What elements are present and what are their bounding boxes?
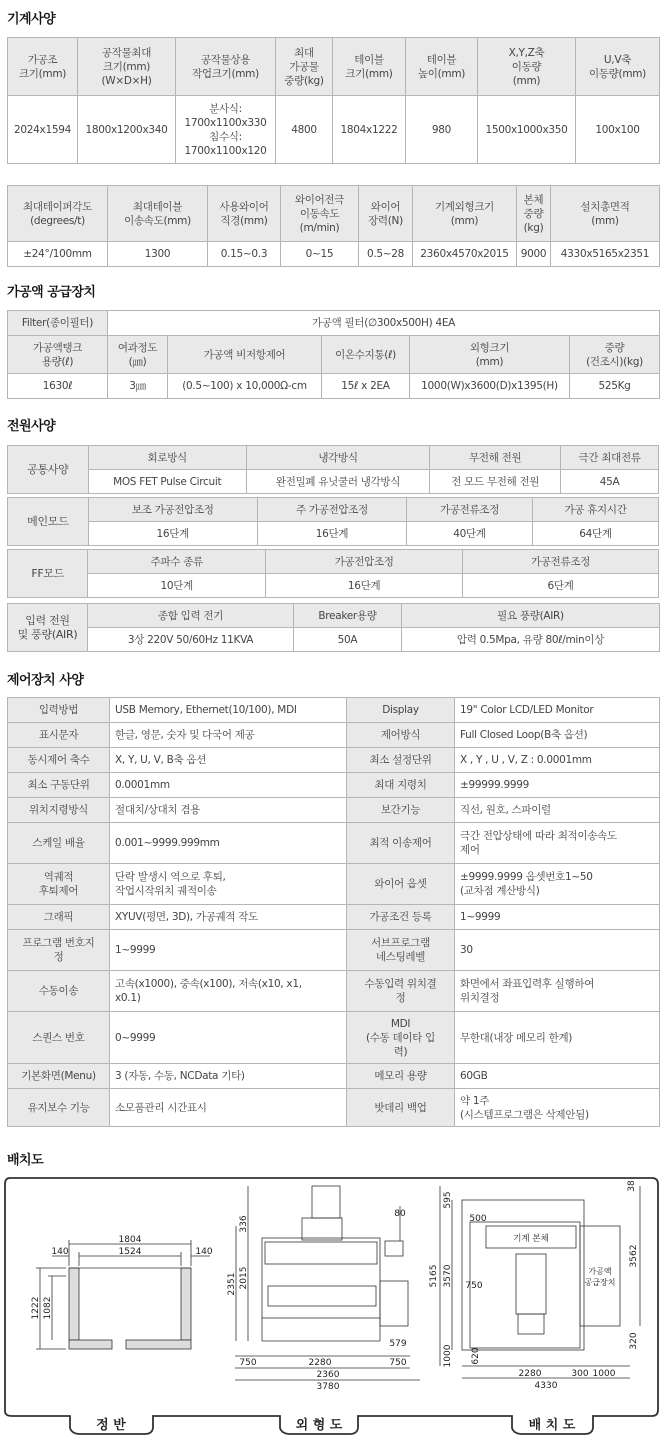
power-group-label: 입력 전원 및 풍량(AIR) bbox=[8, 604, 88, 652]
dim-1000: 1000 bbox=[443, 1344, 453, 1368]
control-value: 19" Color LCD/LED Monitor bbox=[455, 698, 660, 723]
header-cell: 보조 가공전압조정 bbox=[88, 498, 257, 522]
header-cell: 기계외형크기 (mm) bbox=[413, 186, 517, 242]
header-cell: 종합 입력 전기 bbox=[88, 604, 294, 628]
dim-579: 579 bbox=[389, 1339, 407, 1349]
machine-value-row-2 bbox=[8, 242, 660, 267]
filter-value: 가공액 필터(∅300x500H) 4EA bbox=[108, 311, 660, 336]
value-cell: 64단계 bbox=[533, 522, 659, 546]
machine-value-row-1 bbox=[8, 96, 660, 164]
dim-750-left: 750 bbox=[239, 1358, 257, 1368]
control-row bbox=[8, 930, 660, 971]
control-value: 무한대(내장 메모리 한계) bbox=[455, 1012, 660, 1064]
value-cell: 1300 bbox=[108, 242, 208, 267]
value-cell: 0.15~0.3 bbox=[208, 242, 281, 267]
dim-1804: 1804 bbox=[118, 1235, 142, 1245]
value-cell: 2360x4570x2015 bbox=[413, 242, 517, 267]
header-cell: 외형크기 (mm) bbox=[410, 336, 570, 374]
dim-2351: 2351 bbox=[227, 1272, 237, 1296]
dim-3562: 3562 bbox=[629, 1244, 639, 1268]
control-label: 동시제어 축수 bbox=[8, 748, 110, 773]
control-value: 한글, 영문, 숫자 및 다국어 제공 bbox=[110, 723, 347, 748]
dim-5165: 5165 bbox=[429, 1264, 439, 1288]
value-cell: 16단계 bbox=[266, 574, 463, 598]
dim-750-right: 750 bbox=[389, 1358, 407, 1368]
dim-1000-bottom: 1000 bbox=[592, 1369, 616, 1379]
value-cell: 15ℓ x 2EA bbox=[322, 374, 410, 399]
control-label: MDI (수동 데이타 입 력) bbox=[347, 1012, 455, 1064]
control-row bbox=[8, 905, 660, 930]
control-value: 직선, 원호, 스파이럴 bbox=[455, 798, 660, 823]
value-cell: 3상 220V 50/60Hz 11KVA bbox=[88, 628, 294, 652]
control-row bbox=[8, 748, 660, 773]
outline-view-drawing bbox=[235, 1186, 420, 1380]
control-value: 단락 발생시 역으로 후퇴, 작업시작위치 궤적이송 bbox=[110, 864, 347, 905]
control-value: X , Y , U , V, Z : 0.0001mm bbox=[455, 748, 660, 773]
header-cell: 가공액 비저항제어 bbox=[168, 336, 322, 374]
value-cell: 1500x1000x350 bbox=[478, 96, 576, 164]
control-label: 스퀀스 번호 bbox=[8, 1012, 110, 1064]
dim-3570: 3570 bbox=[443, 1264, 453, 1288]
dim-336: 336 bbox=[239, 1215, 249, 1233]
header-cell: 사용와이어 직경(mm) bbox=[208, 186, 281, 242]
layout-drawing bbox=[0, 1166, 665, 1446]
dim-750: 750 bbox=[465, 1281, 483, 1291]
header-cell: 이온수지통(ℓ) bbox=[322, 336, 410, 374]
header-cell: 주파수 종류 bbox=[88, 550, 266, 574]
value-cell: 9000 bbox=[517, 242, 551, 267]
value-cell: 1000(W)x3600(D)x1395(H) bbox=[410, 374, 570, 399]
fluid-unit-label: 가공액 공급장치 bbox=[584, 1267, 616, 1287]
section-title-control: 제어장치 사양 bbox=[7, 673, 84, 688]
control-label: 프로그램 번호지 정 bbox=[8, 930, 110, 971]
control-row bbox=[8, 773, 660, 798]
control-value: ±9999.9999 옵셋번호1~50 (교차점 계산방식) bbox=[455, 864, 660, 905]
control-label: 수동입력 위치결 정 bbox=[347, 971, 455, 1012]
value-cell: 4330x5165x2351 bbox=[551, 242, 660, 267]
dim-320: 320 bbox=[629, 1332, 639, 1350]
control-row bbox=[8, 798, 660, 823]
header-cell: U,V축 이동량(mm) bbox=[576, 38, 660, 96]
dim-620: 620 bbox=[471, 1347, 481, 1365]
control-value: XYUV(평면, 3D), 가공궤적 작도 bbox=[110, 905, 347, 930]
control-value: ±99999.9999 bbox=[455, 773, 660, 798]
dim-595: 595 bbox=[443, 1191, 453, 1209]
control-row bbox=[8, 1064, 660, 1089]
control-row bbox=[8, 1089, 660, 1127]
tab-label-outline: 외 형 도 bbox=[295, 1418, 343, 1433]
control-value: 0.001~9999.999mm bbox=[110, 823, 347, 864]
section-title-fluid: 가공액 공급장치 bbox=[7, 285, 96, 300]
power-input-table bbox=[7, 603, 660, 652]
header-cell: 본체 중량 (kg) bbox=[517, 186, 551, 242]
control-label: 역궤적 후퇴제어 bbox=[8, 864, 110, 905]
value-cell: MOS FET Pulse Circuit bbox=[88, 470, 246, 494]
header-cell: 가공조 크기(mm) bbox=[8, 38, 78, 96]
dim-140-right: 140 bbox=[195, 1247, 213, 1257]
power-group-label: 공통사양 bbox=[8, 446, 89, 494]
control-value: 60GB bbox=[455, 1064, 660, 1089]
value-cell: 980 bbox=[406, 96, 478, 164]
control-label: Display bbox=[347, 698, 455, 723]
filter-label: Filter(종이필터) bbox=[8, 311, 108, 336]
value-cell: 전 모드 무전해 전원 bbox=[430, 470, 561, 494]
control-row bbox=[8, 823, 660, 864]
value-cell: 0.5~28 bbox=[359, 242, 413, 267]
value-cell: 16단계 bbox=[257, 522, 406, 546]
header-cell: 회로방식 bbox=[88, 446, 246, 470]
fluid-header-row bbox=[8, 336, 660, 374]
value-cell: 45A bbox=[561, 470, 659, 494]
control-label: 와이어 옵셋 bbox=[347, 864, 455, 905]
control-label: 가공조건 등록 bbox=[347, 905, 455, 930]
control-row bbox=[8, 1012, 660, 1064]
header-cell: 와이어전극 이동속도 (m/min) bbox=[281, 186, 359, 242]
header-cell: 최대테이퍼각도 (degrees/t) bbox=[8, 186, 108, 242]
machine-body-label: 기계 본체 bbox=[513, 1234, 549, 1244]
header-cell: 냉각방식 bbox=[246, 446, 429, 470]
header-cell: 무전해 전원 bbox=[430, 446, 561, 470]
value-cell: 0~15 bbox=[281, 242, 359, 267]
fluid-spec-table bbox=[7, 310, 660, 399]
control-value: X, Y, U, V, B축 옵션 bbox=[110, 748, 347, 773]
value-cell: 3㎛ bbox=[108, 374, 168, 399]
machine-header-row-2 bbox=[8, 186, 660, 242]
value-cell: ±24°/100mm bbox=[8, 242, 108, 267]
dim-2360: 2360 bbox=[316, 1370, 340, 1380]
control-value: 소모품관리 시간표시 bbox=[110, 1089, 347, 1127]
header-cell: 극간 최대전류 bbox=[561, 446, 659, 470]
value-cell: 1804x1222 bbox=[333, 96, 406, 164]
control-label: 보간기능 bbox=[347, 798, 455, 823]
control-value: 약 1주 (시스템프로그램은 삭제안됨) bbox=[455, 1089, 660, 1127]
header-cell: 주 가공전압조정 bbox=[257, 498, 406, 522]
value-cell: 16단계 bbox=[88, 522, 257, 546]
dim-4330: 4330 bbox=[534, 1381, 558, 1391]
control-value: Full Closed Loop(B축 옵션) bbox=[455, 723, 660, 748]
value-cell: (0.5~100) x 10,000Ω-cm bbox=[168, 374, 322, 399]
value-cell: 분사식: 1700x1100x330 침수식: 1700x1100x120 bbox=[176, 96, 276, 164]
control-label: 최소 구동단위 bbox=[8, 773, 110, 798]
control-label: 밧데리 백업 bbox=[347, 1089, 455, 1127]
dim-38: 38 bbox=[627, 1180, 637, 1192]
control-value: 1~9999 bbox=[110, 930, 347, 971]
control-label: 서브프로그램 네스팅레벨 bbox=[347, 930, 455, 971]
control-label: 기본화면(Menu) bbox=[8, 1064, 110, 1089]
value-cell: 2024x1594 bbox=[8, 96, 78, 164]
value-cell: 6단계 bbox=[463, 574, 659, 598]
header-cell: X,Y,Z축 이동량 (mm) bbox=[478, 38, 576, 96]
control-row bbox=[8, 723, 660, 748]
control-label: 그래픽 bbox=[8, 905, 110, 930]
dim-2015: 2015 bbox=[239, 1266, 249, 1290]
dim-80: 80 bbox=[394, 1209, 406, 1219]
control-label: 표시문자 bbox=[8, 723, 110, 748]
fluid-filter-row bbox=[8, 311, 660, 336]
section-title-power: 전원사양 bbox=[7, 419, 56, 434]
header-cell: 가공전류조정 bbox=[463, 550, 659, 574]
control-value: 30 bbox=[455, 930, 660, 971]
machine-header-row-1 bbox=[8, 38, 660, 96]
header-cell: 필요 풍량(AIR) bbox=[402, 604, 660, 628]
control-label: 제어방식 bbox=[347, 723, 455, 748]
control-value: 0.0001mm bbox=[110, 773, 347, 798]
control-label: 최소 설정단위 bbox=[347, 748, 455, 773]
value-cell: 40단계 bbox=[407, 522, 533, 546]
control-row bbox=[8, 864, 660, 905]
control-spec-table bbox=[7, 697, 660, 1127]
control-label: 유지보수 기능 bbox=[8, 1089, 110, 1127]
dim-140-left: 140 bbox=[51, 1247, 69, 1257]
dim-1082: 1082 bbox=[43, 1296, 53, 1320]
tab-label-front: 정 반 bbox=[96, 1418, 126, 1433]
dim-2280: 2280 bbox=[308, 1358, 332, 1368]
header-cell: 최대테이블 이송속도(mm) bbox=[108, 186, 208, 242]
control-value: 3 (자동, 수동, NCData 기타) bbox=[110, 1064, 347, 1089]
control-label: 수동이송 bbox=[8, 971, 110, 1012]
control-value: 0~9999 bbox=[110, 1012, 347, 1064]
header-cell: 테이블 크기(mm) bbox=[333, 38, 406, 96]
power-group-label: 메인모드 bbox=[8, 498, 89, 546]
value-cell: 완전밀폐 유닛쿨러 냉각방식 bbox=[246, 470, 429, 494]
control-label: 스케일 배율 bbox=[8, 823, 110, 864]
section-title-layout: 배치도 bbox=[7, 1153, 44, 1168]
machine-spec-table-1 bbox=[7, 37, 660, 164]
control-value: 1~9999 bbox=[455, 905, 660, 930]
dim-1524: 1524 bbox=[118, 1247, 142, 1257]
control-label: 위치지령방식 bbox=[8, 798, 110, 823]
header-cell: 가공전압조정 bbox=[266, 550, 463, 574]
value-cell: 압력 0.5Mpa, 유량 80ℓ/min이상 bbox=[402, 628, 660, 652]
value-cell: 4800 bbox=[276, 96, 333, 164]
section-title-machine: 기계사양 bbox=[7, 12, 56, 27]
control-label: 최적 이송제어 bbox=[347, 823, 455, 864]
power-common-table bbox=[7, 445, 659, 494]
header-cell: 가공전류조정 bbox=[407, 498, 533, 522]
header-cell: Breaker용량 bbox=[294, 604, 402, 628]
fluid-value-row bbox=[8, 374, 660, 399]
control-label: 메모리 용량 bbox=[347, 1064, 455, 1089]
header-cell: 중량 (건조시)(kg) bbox=[570, 336, 660, 374]
control-value: 절대치/상대치 겸용 bbox=[110, 798, 347, 823]
dim-500: 500 bbox=[469, 1214, 487, 1224]
header-cell: 설치총면적 (mm) bbox=[551, 186, 660, 242]
header-cell: 와이어 장력(N) bbox=[359, 186, 413, 242]
dim-3780: 3780 bbox=[316, 1382, 340, 1392]
control-value: 고속(x1000), 중속(x100), 저속(x10, x1, x0.1) bbox=[110, 971, 347, 1012]
power-group-label: FF모드 bbox=[8, 550, 88, 598]
control-value: 극간 전압상태에 따라 최적이송속도 제어 bbox=[455, 823, 660, 864]
machine-spec-table-2 bbox=[7, 185, 660, 267]
control-row bbox=[8, 698, 660, 723]
tab-label-placement: 배 치 도 bbox=[528, 1418, 576, 1433]
header-cell: 공작물상용 작업크기(mm) bbox=[176, 38, 276, 96]
header-cell: 테이블 높이(mm) bbox=[406, 38, 478, 96]
power-ff-table bbox=[7, 549, 659, 598]
control-row bbox=[8, 971, 660, 1012]
value-cell: 525Kg bbox=[570, 374, 660, 399]
control-value: USB Memory, Ethernet(10/100), MDI bbox=[110, 698, 347, 723]
dim-1222: 1222 bbox=[31, 1296, 41, 1320]
value-cell: 1630ℓ bbox=[8, 374, 108, 399]
value-cell: 1800x1200x340 bbox=[78, 96, 176, 164]
header-cell: 여과정도 (㎛) bbox=[108, 336, 168, 374]
value-cell: 50A bbox=[294, 628, 402, 652]
control-label: 입력방법 bbox=[8, 698, 110, 723]
control-value: 화면에서 좌표입력후 실행하여 위치결정 bbox=[455, 971, 660, 1012]
control-label: 최대 지령치 bbox=[347, 773, 455, 798]
value-cell: 100x100 bbox=[576, 96, 660, 164]
header-cell: 가공 휴지시간 bbox=[533, 498, 659, 522]
dim-2280-place: 2280 bbox=[518, 1369, 542, 1379]
power-main-table bbox=[7, 497, 659, 546]
header-cell: 공작물최대 크기(mm) (W×D×H) bbox=[78, 38, 176, 96]
dim-300: 300 bbox=[571, 1369, 589, 1379]
header-cell: 가공액탱크 용량(ℓ) bbox=[8, 336, 108, 374]
header-cell: 최대 가공물 중량(kg) bbox=[276, 38, 333, 96]
value-cell: 10단계 bbox=[88, 574, 266, 598]
